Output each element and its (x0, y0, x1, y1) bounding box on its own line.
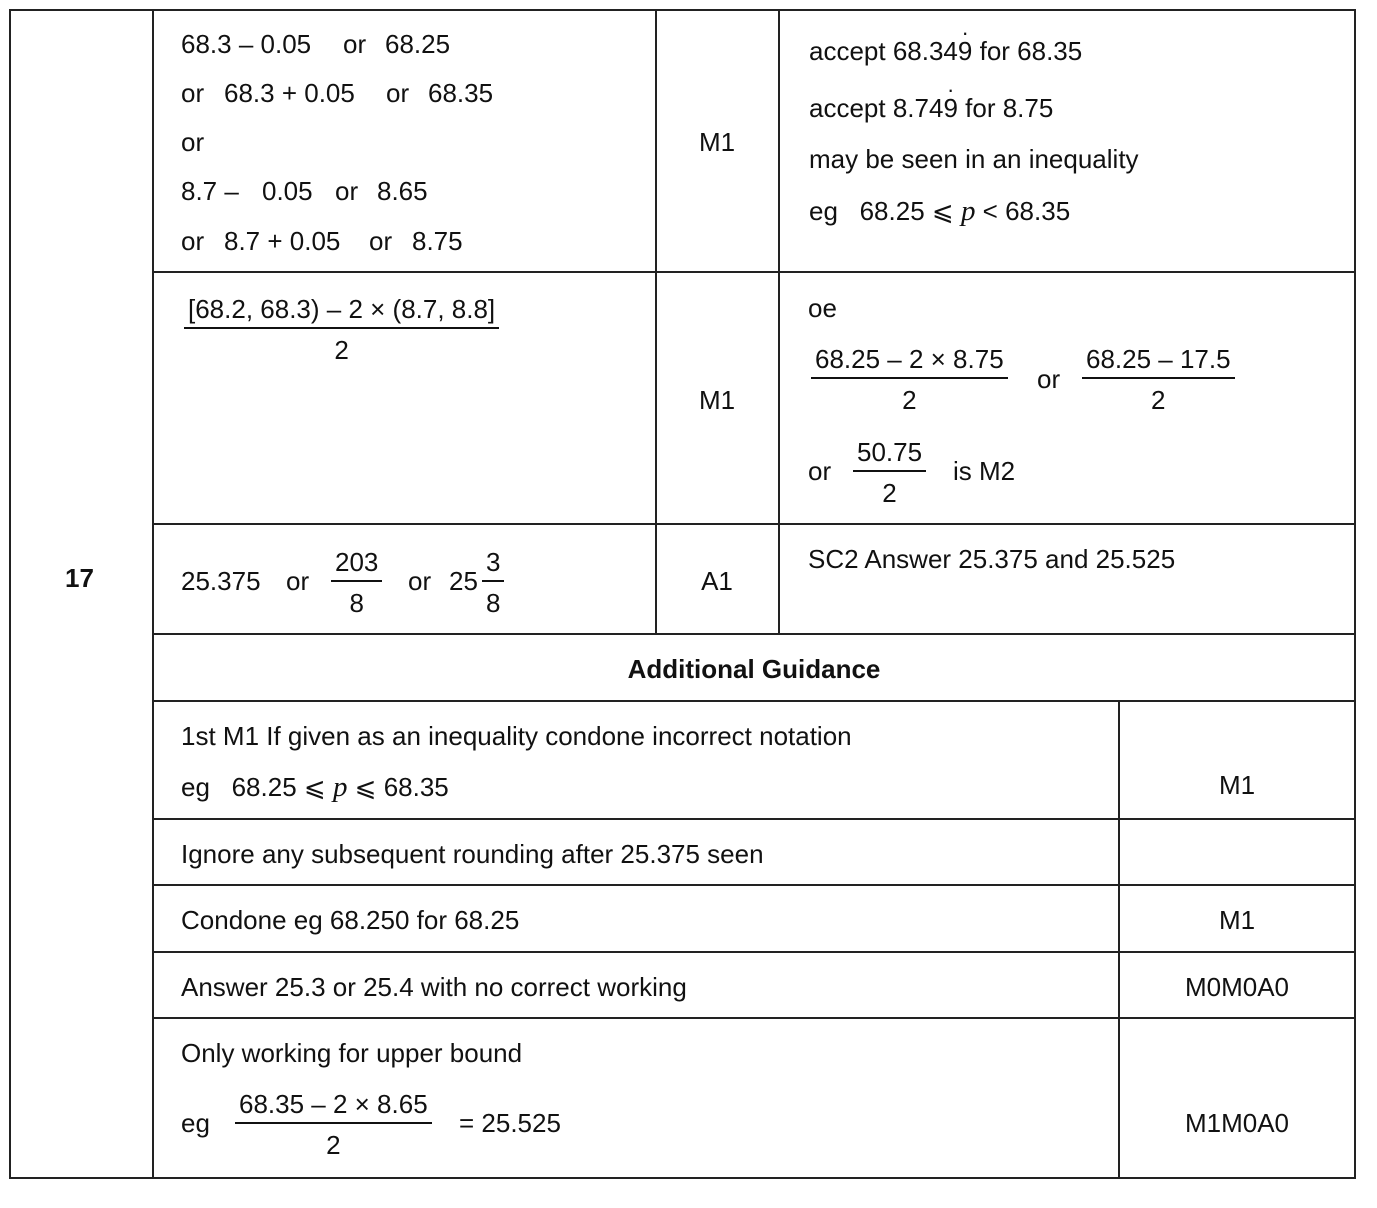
guidance-title: Additional Guidance (627, 654, 881, 684)
question-number: 17 (65, 563, 94, 593)
row2-working-fraction (184, 296, 499, 363)
table-border-top (9, 9, 1356, 11)
comment-oe: oe (808, 293, 837, 323)
divider-question-col (152, 9, 154, 1179)
row3-mark: A1 (701, 566, 733, 596)
working-text: or (386, 78, 410, 108)
fraction-denominator: 2 (334, 335, 349, 365)
working-text: or (181, 78, 205, 108)
guidance-g4-text: Answer 25.3 or 25.4 with no correct working (181, 972, 687, 1002)
working-text: 8.7 + 0.05 (224, 226, 341, 256)
answer-fraction: $\frac{203}{8}$ (331, 549, 382, 616)
comment-fraction: $\frac{50.75}{2}$ (853, 439, 926, 506)
guidance-g5-result: = 25.525 (459, 1108, 561, 1138)
divider-guidance-mark-col (1118, 700, 1120, 1179)
guidance-g1-line2: eg 68.25 ⩽ p ⩽ 68.35 (181, 771, 449, 803)
comment-text: is M2 (953, 456, 1016, 486)
row1-mark: M1 (698, 127, 736, 157)
working-text: 68.3 + 0.05 (224, 78, 355, 108)
mixed-number-whole: 25 (449, 566, 478, 596)
divider-row2 (152, 523, 1356, 525)
row2-mark: M1 (698, 385, 736, 415)
recurring-digit: · 9 (943, 95, 957, 121)
comment-line: may be seen in an inequality (809, 144, 1139, 174)
guidance-g3-text: Condone eg 68.250 for 68.25 (181, 905, 520, 935)
divider-mark-col (778, 9, 780, 635)
working-text: or (181, 127, 205, 157)
working-text: 8.7 – (181, 176, 239, 206)
table-border-bottom (9, 1177, 1356, 1179)
divider-g4 (152, 1017, 1356, 1019)
guidance-g5-mark: M1M0A0 (1184, 1108, 1290, 1138)
comment-line: eg 68.25 ⩽ p < 68.35 (809, 195, 1071, 227)
working-text: 8.75 (412, 226, 463, 256)
guidance-g5-eg: eg (181, 1108, 210, 1138)
comment-line: accept 68.34· 9 for 68.35 (809, 38, 1082, 64)
comment-or: or (808, 456, 832, 486)
divider-working-col (655, 9, 657, 635)
working-text: or (286, 566, 310, 596)
row3-comment: SC2 Answer 25.375 and 25.525 (808, 544, 1176, 574)
working-text: or (335, 176, 359, 206)
working-text: 68.35 (428, 78, 494, 108)
working-text: or (343, 29, 367, 59)
divider-g1 (152, 818, 1356, 820)
working-text: or (181, 226, 205, 256)
divider-row3 (152, 633, 1356, 635)
comment-or: or (1037, 364, 1061, 394)
answer-value: 25.375 (181, 566, 261, 596)
working-text: or (369, 226, 393, 256)
guidance-g2-text: Ignore any subsequent rounding after 25.375 seen (181, 839, 764, 869)
guidance-g3-mark: M1 (1218, 905, 1256, 935)
guidance-g4-mark: M0M0A0 (1184, 972, 1290, 1002)
working-text: or (408, 566, 432, 596)
guidance-g1-mark: M1 (1218, 770, 1256, 800)
working-text: 8.65 (377, 176, 428, 206)
fraction-numerator: [68.2, 68.3) – 2 × (8.7, 8.8] (184, 296, 499, 329)
recurring-digit: · 9 (958, 38, 972, 64)
divider-row1 (152, 271, 1356, 273)
working-text: 68.25 (385, 29, 451, 59)
table-border-left (9, 9, 11, 1179)
divider-g2 (152, 884, 1356, 886)
working-text: 0.05 (262, 176, 313, 206)
guidance-g5-fraction: $\frac{68.35 - 2 \times 8.65}{2}$ (235, 1091, 432, 1158)
guidance-g1-line1: 1st M1 If given as an inequality condone incorrect notation (181, 721, 852, 751)
divider-guidance-header (152, 700, 1356, 702)
divider-g3 (152, 951, 1356, 953)
guidance-g5-line1: Only working for upper bound (181, 1038, 523, 1068)
working-text: 68.3 – 0.05 (181, 29, 312, 59)
mixed-number-fraction: $\frac{3}{8}$ (482, 549, 504, 616)
table-border-right (1354, 9, 1356, 1179)
comment-fraction: $\frac{68.25 - 2 \times 8.75}{2}$ (811, 346, 1008, 413)
comment-fraction: $\frac{68.25 - 17.5}{2}$ (1082, 346, 1235, 413)
comment-line: accept 8.74· 9 for 8.75 (809, 95, 1053, 121)
